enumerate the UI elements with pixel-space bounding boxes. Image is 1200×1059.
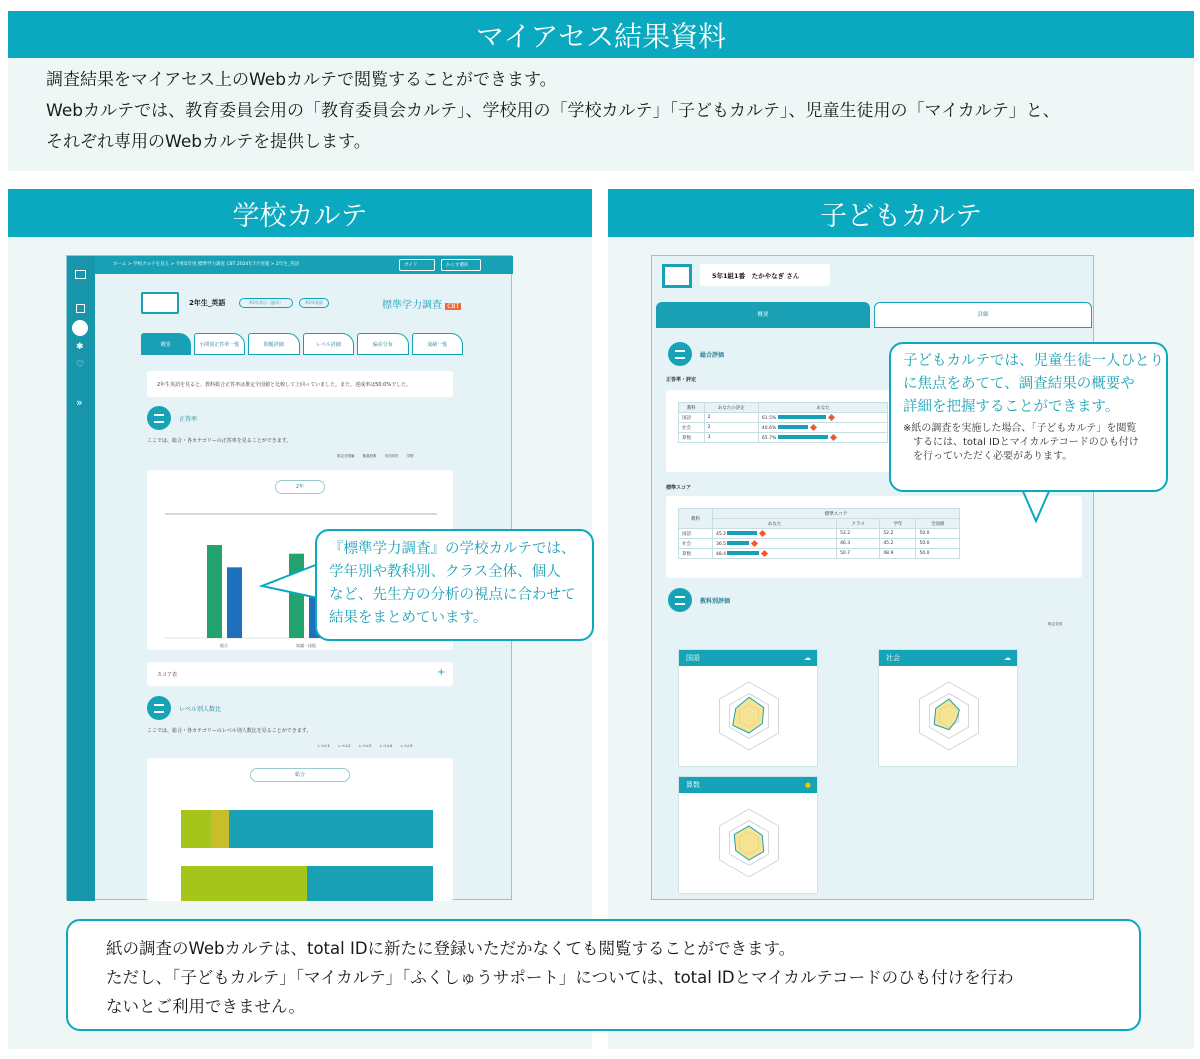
side-rail	[67, 256, 95, 901]
sun-icon: ●	[804, 781, 811, 789]
plus-icon[interactable]: +	[437, 667, 446, 678]
table-row: 国語 45.2 53.2 52.2 50.0	[679, 529, 960, 539]
tab-distribution[interactable]: 偏差分布	[357, 333, 409, 355]
chip[interactable]: #2年表示（過年）	[239, 298, 293, 308]
radar-area	[733, 697, 764, 733]
tab-bar	[141, 333, 463, 355]
chart-icon[interactable]	[75, 270, 86, 279]
radar-chart	[879, 666, 1019, 766]
intro-line: Webカルテでは、教育委員会用の「教育委員会カルテ」、学校用の「学校カルテ」「子どもカルテ」、児童生徒用の「マイカルテ」と、	[46, 101, 1060, 121]
rate-table: 教科 あなたの評定 あなた 国語 2 61.5% 社会 2 40.6% 算数 3 65.7%	[678, 402, 888, 443]
score-bar	[727, 541, 749, 545]
section-title: レベル別人数比	[179, 706, 222, 713]
score-table-row[interactable]: スコア表 +	[147, 662, 453, 686]
level-chart-card	[147, 758, 453, 901]
rate-table-card	[666, 390, 892, 472]
correct-rate-icon	[147, 406, 171, 430]
table-row: 社会 2 40.6%	[679, 423, 888, 433]
intro-text	[8, 58, 1194, 171]
subject-card-math: 算数 ●	[678, 776, 818, 894]
national-marker	[810, 423, 817, 430]
search-icon[interactable]	[72, 320, 88, 336]
student-avatar-icon	[662, 264, 692, 288]
intro-line: それぞれ専用のWebカルテを提供します。	[46, 132, 371, 152]
cloud-icon: ☁	[1004, 654, 1011, 662]
callout-pointer	[258, 562, 320, 602]
section-desc: ここでは、総合・各カテゴリーの正答率を見ることができます。	[147, 438, 292, 444]
student-name: 5年1組1番 たかやなぎ さん	[700, 264, 830, 286]
heart-icon[interactable]: ♡	[76, 360, 85, 370]
section-desc: ここでは、総合・各カテゴリーのレベル別人数比を見ることができます。	[147, 728, 312, 734]
breadcrumb[interactable]: ホーム > 学校カルテを見る > 令和5年度 標準学力調査 CBT 2024年7月実施 > 2年生_英語	[113, 262, 299, 267]
tick-label: 総合	[220, 643, 228, 648]
tab-overview[interactable]: 概要	[141, 333, 191, 355]
legend: レベル1 レベル2 レベル3 レベル4 レベル5	[317, 744, 413, 748]
stacked-bar	[181, 866, 433, 901]
tab-summary[interactable]: 概要	[656, 302, 870, 328]
page-title: マイアセス結果資料	[8, 11, 1194, 58]
check-icon[interactable]	[76, 304, 85, 313]
tab-grades[interactable]: 成績一覧	[412, 333, 464, 355]
top-bar	[95, 256, 513, 274]
table-row: 算数 3 65.7%	[679, 433, 888, 443]
gear-icon[interactable]: ✱	[76, 342, 84, 352]
school-callout: 『標準学力調査』の学校カルテでは、 学年別や教科別、クラス全体、個人 など、先生方の分析の視点に合わせて 結果をまとめています。	[315, 529, 594, 641]
radar-chart	[679, 793, 819, 893]
tab-detail[interactable]: 詳細	[874, 302, 1092, 328]
footnote-box: 紙の調査のWebカルテは、total IDに新たに登録いただかなくても閲覧することができます。 ただし、「子どもカルテ」「マイカルテ」「ふくしゅうサポート」については、total IDとマイカルテコードのひも付けを行わ ないとご利用できません。	[66, 919, 1141, 1031]
national-marker	[828, 413, 835, 420]
national-marker	[751, 539, 758, 546]
brand-logo: 標準学力調査 CBT	[382, 300, 460, 311]
summary-box: 2年生英語を見ると、教科総合正答率は推定全国値と比較して上回っていました。また、達成率は50.0%でした。	[147, 371, 453, 397]
expand-icon[interactable]: »	[76, 396, 83, 409]
tab-level[interactable]: レベル詳細	[303, 333, 355, 355]
rate-bar	[778, 415, 826, 419]
table-label: 正答率・評定	[666, 377, 697, 383]
level-icon	[147, 696, 171, 720]
guide-button[interactable]: ガイド	[399, 259, 435, 271]
legend: 推定全国値 都道府県 市区町村 学校	[337, 454, 414, 458]
report-icon	[141, 292, 179, 314]
callout-note: ※紙の調査を実施した場合、「子どもカルテ」を閲覧 するには、total IDとマイカルテコードのひも付け を行っていただく必要があります。	[903, 423, 1139, 462]
national-marker	[761, 549, 768, 556]
tab-item-rate[interactable]: 小問別正答率一覧	[194, 333, 246, 355]
radar-area	[734, 826, 763, 860]
score-bar	[727, 531, 757, 535]
score-bar	[727, 551, 759, 555]
national-marker	[830, 433, 837, 440]
report-title: 2年生_英語	[189, 299, 226, 307]
subject-card-social: 社会 ☁	[878, 649, 1018, 767]
section-title: 教科別評価	[700, 598, 731, 605]
callout-pointer	[1018, 489, 1058, 525]
table-label: 標準スコア	[666, 485, 692, 491]
rate-bar	[778, 425, 808, 429]
bar	[207, 545, 222, 638]
table-row: 社会 36.5 46.3 45.2 50.0	[679, 539, 960, 549]
chart-total-tab[interactable]: 総合	[250, 768, 350, 782]
section-title: 正答率	[179, 416, 198, 423]
child-karte-heading: 子どもカルテ	[608, 189, 1194, 237]
radar-chart	[679, 666, 819, 766]
radar-area	[934, 699, 959, 730]
chart-grade-tab[interactable]: 2年	[275, 480, 325, 494]
tick-label: 知識・技能	[296, 643, 316, 648]
stacked-bar	[181, 810, 433, 848]
chip[interactable]: #2年英語	[299, 298, 329, 308]
school-karte-heading: 学校カルテ	[8, 189, 592, 237]
cloud-icon: ☁	[804, 654, 811, 662]
legend: 推定全国	[1048, 622, 1062, 626]
subject-icon	[668, 588, 692, 612]
subject-card-japanese: 国語 ☁	[678, 649, 818, 767]
bar	[227, 567, 242, 638]
table-row: 算数 48.4 50.7 48.9 50.0	[679, 549, 960, 559]
overall-icon	[668, 342, 692, 366]
score-table: 教科 標準スコア あなた クラス 学年 全国値 国語 45.2 53.2 52.2 50.0 社会 36.5 46.3 45.2 50.0 算数 48.4 50.7 48.9 50.0	[678, 508, 960, 559]
tab-question[interactable]: 問題詳細	[248, 333, 300, 355]
national-marker	[759, 529, 766, 536]
child-callout: 子どもカルテでは、児童生徒一人ひとり に焦点をあてて、調査結果の概要や 詳細を把握することができます。 ※紙の調査を実施した場合、「子どもカルテ」を閲覧 するには、total IDとマイカルテコードのひも付け を行っていただく必要があります。	[889, 342, 1168, 492]
section-title: 総合評価	[700, 352, 725, 359]
intro-line: 調査結果をマイアセス上のWebカルテで閲覧することができます。	[46, 70, 557, 90]
menu-button[interactable]: かんす選択	[441, 259, 481, 271]
rate-bar	[778, 435, 828, 439]
table-row: 国語 2 61.5%	[679, 413, 888, 423]
